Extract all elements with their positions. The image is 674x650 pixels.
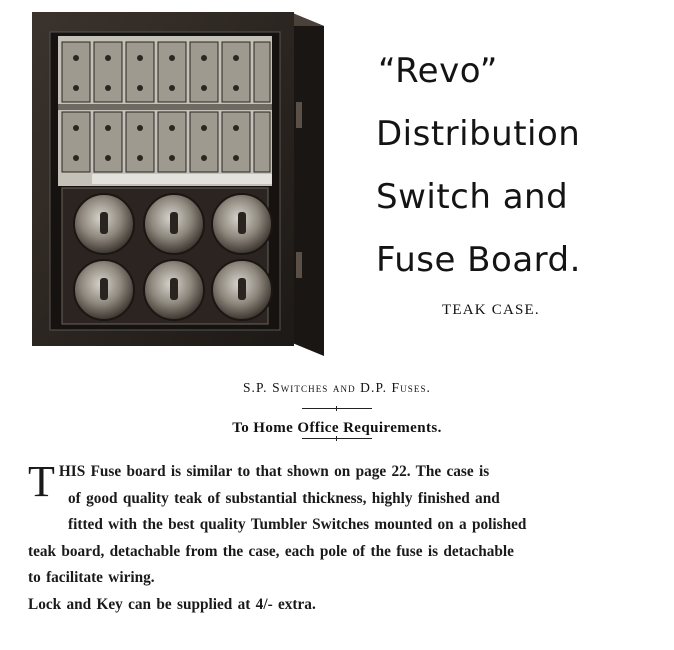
description-line-5: to facilitate wiring. xyxy=(28,569,155,586)
title-line-4: Fuse Board. xyxy=(376,240,581,280)
hinge xyxy=(296,252,302,278)
description-line-2: of good quality teak of substantial thickness, highly finished and xyxy=(68,489,500,507)
subtitle: S.P. Switches and D.P. Fuses. xyxy=(242,380,432,395)
case-label: TEAK CASE. xyxy=(442,302,540,318)
description-block xyxy=(28,459,652,618)
title-line-1: “Revo” xyxy=(378,51,498,91)
lock-note: Lock and Key can be supplied at 4/- extra. xyxy=(28,595,316,613)
product-title xyxy=(376,40,666,292)
description-line-3: fitted with the best quality Tumbler Switches mounted on a polished xyxy=(68,516,527,533)
requirements-heading: To Home Office Requirements. xyxy=(232,420,442,436)
divider-bottom xyxy=(302,438,372,439)
title-line-2: Distribution xyxy=(376,114,581,154)
title-line-3: Switch and xyxy=(376,177,569,217)
hinge xyxy=(296,102,302,128)
description-line-1: HIS Fuse board is similar to that shown on page 22. The case is xyxy=(58,463,490,480)
case-side xyxy=(290,12,324,356)
description-line-4: teak board, detachable from the case, each pole of the fuse is detachable xyxy=(28,542,514,560)
description-paragraph xyxy=(28,459,652,592)
fuse-board-illustration xyxy=(32,12,324,356)
divider-top xyxy=(302,408,372,409)
drop-cap: T xyxy=(28,457,55,506)
